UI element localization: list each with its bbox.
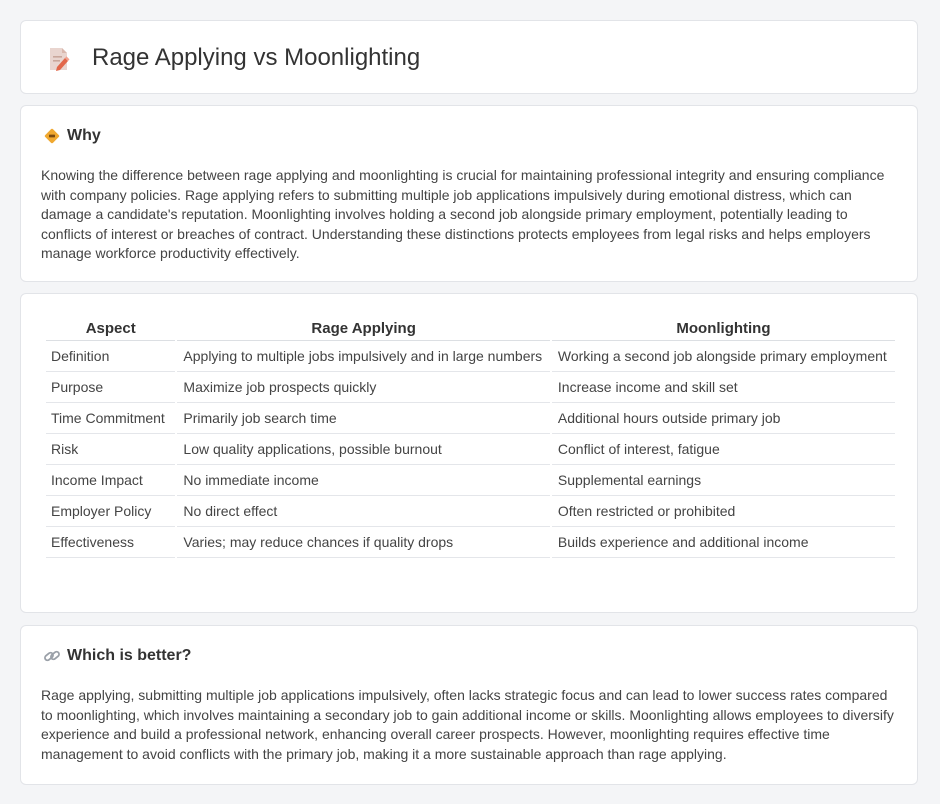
why-text: Knowing the difference between rage applying and moonlighting is crucial for maintaining professional integrity and ensuring compliance with company policies. Rage applying refers to submitting multiple job applications impulsively during emotional distress, which can damage a candidate's reputation. Moonlighting involves holding a second job alongside primary employment, potentially leading to conflicts of interest or breaches of contract. Understanding these distinctions protects employees from legal risks and helps employers manage workforce productivity effectively. xyxy=(41,167,885,262)
aspect-cell: Definition xyxy=(46,341,175,372)
link-icon xyxy=(43,647,61,665)
aspect-cell: Employer Policy xyxy=(46,496,175,527)
why-heading xyxy=(43,127,101,145)
table-row xyxy=(46,372,895,403)
aspect-cell: Time Commitment xyxy=(46,403,175,434)
rage-applying-cell: No immediate income xyxy=(177,465,549,496)
header-card xyxy=(20,20,918,94)
document-pencil-icon xyxy=(48,47,70,71)
aspect-cell: Purpose xyxy=(46,372,175,403)
why-section xyxy=(20,105,918,282)
moonlighting-cell: Conflict of interest, fatigue xyxy=(552,434,895,465)
rage-applying-cell: Low quality applications, possible burnout xyxy=(177,434,549,465)
diamond-warning-icon xyxy=(43,127,61,145)
moonlighting-cell: Working a second job alongside primary employment xyxy=(552,341,895,372)
moonlighting-cell: Builds experience and additional income xyxy=(552,527,895,558)
table-row xyxy=(46,341,895,372)
which-is-better-heading xyxy=(43,647,191,665)
aspect-cell: Effectiveness xyxy=(46,527,175,558)
which-is-better-text: Rage applying, submitting multiple job applications impulsively, often lacks strategic focus and can lead to lower success rates compared to moonlighting, which involves maintaining a secondary job to gain additional income or skills. Moonlighting allows employees to diversify experience and build a professional network, enhancing overall career prospects. However, moonlighting requires effective time management to avoid conflicts with the primary job, making it a more sustainable approach than rage applying. xyxy=(41,687,894,762)
table-row xyxy=(46,527,895,558)
comparison-card xyxy=(20,293,918,613)
moonlighting-cell: Increase income and skill set xyxy=(552,372,895,403)
moonlighting-cell: Often restricted or prohibited xyxy=(552,496,895,527)
column-header-moonlighting: Moonlighting xyxy=(552,314,895,341)
which-is-better-title: Which is better? xyxy=(67,647,192,664)
rage-applying-cell: Primarily job search time xyxy=(177,403,549,434)
moonlighting-cell: Supplemental earnings xyxy=(552,465,895,496)
rage-applying-cell: Varies; may reduce chances if quality drops xyxy=(177,527,549,558)
column-header-rage-applying: Rage Applying xyxy=(177,314,549,341)
table-row xyxy=(46,465,895,496)
table-row xyxy=(46,496,895,527)
table-header-row xyxy=(46,314,895,341)
comparison-table xyxy=(44,314,897,558)
page-title: Rage Applying vs Moonlighting xyxy=(92,44,421,71)
table-row xyxy=(46,403,895,434)
aspect-cell: Income Impact xyxy=(46,465,175,496)
rage-applying-cell: Applying to multiple jobs impulsively and in large numbers xyxy=(177,341,549,372)
table-row xyxy=(46,434,895,465)
rage-applying-cell: Maximize job prospects quickly xyxy=(177,372,549,403)
aspect-cell: Risk xyxy=(46,434,175,465)
which-is-better-section xyxy=(20,625,918,785)
moonlighting-cell: Additional hours outside primary job xyxy=(552,403,895,434)
why-title: Why xyxy=(67,127,101,144)
column-header-aspect: Aspect xyxy=(46,314,175,341)
rage-applying-cell: No direct effect xyxy=(177,496,549,527)
